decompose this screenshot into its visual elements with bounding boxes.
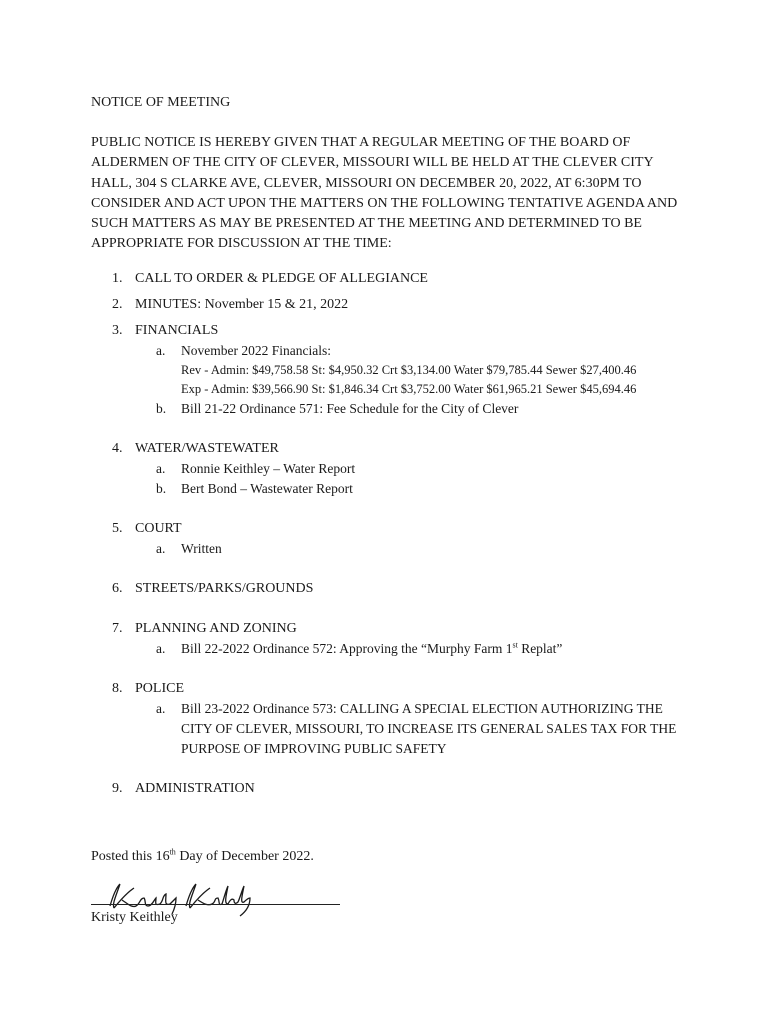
sub-item-replat-ordinance — [135, 639, 691, 659]
sub-item-list — [135, 539, 691, 559]
agenda-item-streets-parks-grounds — [91, 579, 691, 599]
sub-item-letter: a. — [156, 540, 166, 556]
sub-item-letter: a. — [156, 342, 166, 358]
sub-item-text: November 2022 Financials: — [181, 342, 331, 358]
sub-item-list — [135, 341, 691, 419]
agenda-item-number: 6. — [112, 580, 123, 596]
sub-item-text: Bert Bond – Wastewater Report — [181, 480, 353, 496]
sub-item-text: Ronnie Keithley – Water Report — [181, 460, 356, 476]
signature-line — [91, 904, 340, 905]
sub-item-text-end: Replat” — [517, 640, 563, 656]
agenda-item-title: STREETS/PARKS/GROUNDS — [135, 580, 314, 596]
agenda-item-police — [91, 679, 691, 759]
page-title: NOTICE OF MEETING — [91, 95, 231, 110]
sub-item-special-election — [135, 699, 691, 759]
agenda-item-title: ADMINISTRATION — [135, 780, 255, 796]
ordinal-suffix: st — [512, 640, 518, 650]
agenda-item-financials — [91, 321, 691, 419]
agenda-item-title: COURT — [135, 520, 182, 536]
agenda-item-title: MINUTES: November 15 & 21, 2022 — [135, 296, 349, 312]
ordinal-suffix: th — [169, 847, 176, 857]
sub-item-wastewater-report — [135, 479, 691, 499]
sub-item-text: Written — [181, 540, 222, 556]
notice-document — [91, 93, 691, 799]
posted-date-line — [91, 849, 314, 865]
signer-name: Kristy Keithley — [91, 910, 178, 925]
sub-item-text: Bill 23-2022 Ordinance 573: CALLING A SPECIAL ELECTION AUTHORIZING THE CITY OF CLEVER, MISSOURI, TO INCREASE ITS GENERAL SALES TAX FOR THE PURPOSE OF IMPROVING PUBLIC SAFETY — [181, 700, 677, 756]
sub-item-letter: a. — [156, 640, 166, 656]
agenda-item-number: 5. — [112, 520, 123, 536]
agenda-item-planning-zoning — [91, 619, 691, 659]
agenda-item-title: CALL TO ORDER & PLEDGE OF ALLEGIANCE — [135, 270, 428, 286]
agenda-item-minutes — [91, 295, 691, 315]
agenda-item-number: 8. — [112, 680, 123, 696]
agenda-item-water-wastewater — [91, 439, 691, 499]
agenda-item-number: 9. — [112, 780, 123, 796]
agenda-item-call-to-order — [91, 269, 691, 289]
agenda-item-number: 7. — [112, 620, 123, 636]
sub-item-text: Bill 22-2022 Ordinance 572: Approving the “Murphy Farm 1 — [181, 640, 513, 656]
agenda-item-number: 1. — [112, 270, 123, 286]
agenda-item-title: PLANNING AND ZONING — [135, 620, 297, 636]
sub-item-fee-schedule — [135, 399, 691, 419]
agenda-item-number: 3. — [112, 322, 123, 338]
sub-item-list — [135, 639, 691, 659]
public-notice-paragraph: PUBLIC NOTICE IS HEREBY GIVEN THAT A REGULAR MEETING OF THE BOARD OF ALDERMEN OF THE CITY OF CLEVER, MISSOURI WILL BE HELD AT THE CLEVER CITY HALL, 304 S CLARKE AVE, CLEVER, MISSOURI ON DECEMBER 20, 2022, AT 6:30PM TO CONSIDER AND ACT UPON THE MATTERS ON THE FOLLOWING TENTATIVE AGENDA AND SUCH MATTERS AS MAY BE PRESENTED AT THE MEETING AND DETERMINED TO BE APPROPRIATE FOR DISCUSSION AT THE TIME: — [91, 135, 678, 252]
posted-text: Posted this 16 — [91, 849, 170, 864]
agenda-item-number: 2. — [112, 296, 123, 312]
expense-line: Exp - Admin: $39,566.90 St: $1,846.34 Crt $3,752.00 Water $61,965.21 Sewer $45,694.46 — [181, 381, 637, 396]
sub-item-letter: a. — [156, 700, 166, 716]
agenda-list — [91, 269, 691, 799]
sub-item-list — [135, 699, 691, 759]
agenda-item-title: FINANCIALS — [135, 322, 219, 338]
agenda-item-title: POLICE — [135, 680, 184, 696]
sub-item-water-report — [135, 459, 691, 479]
sub-item-letter: b. — [156, 400, 167, 416]
sub-item-letter: a. — [156, 460, 166, 476]
sub-item-list — [135, 459, 691, 499]
agenda-item-administration — [91, 779, 691, 799]
sub-item-november-financials — [135, 341, 691, 399]
agenda-item-number: 4. — [112, 440, 123, 456]
sub-item-text: Bill 21-22 Ordinance 571: Fee Schedule for the City of Clever — [181, 400, 519, 416]
agenda-item-court — [91, 519, 691, 559]
revenue-line: Rev - Admin: $49,758.58 St: $4,950.32 Crt $3,134.00 Water $79,785.44 Sewer $27,400.46 — [181, 362, 637, 377]
posted-text-end: Day of December 2022. — [175, 849, 314, 864]
agenda-item-title: WATER/WASTEWATER — [135, 440, 279, 456]
sub-item-written — [135, 539, 691, 559]
sub-item-letter: b. — [156, 480, 167, 496]
